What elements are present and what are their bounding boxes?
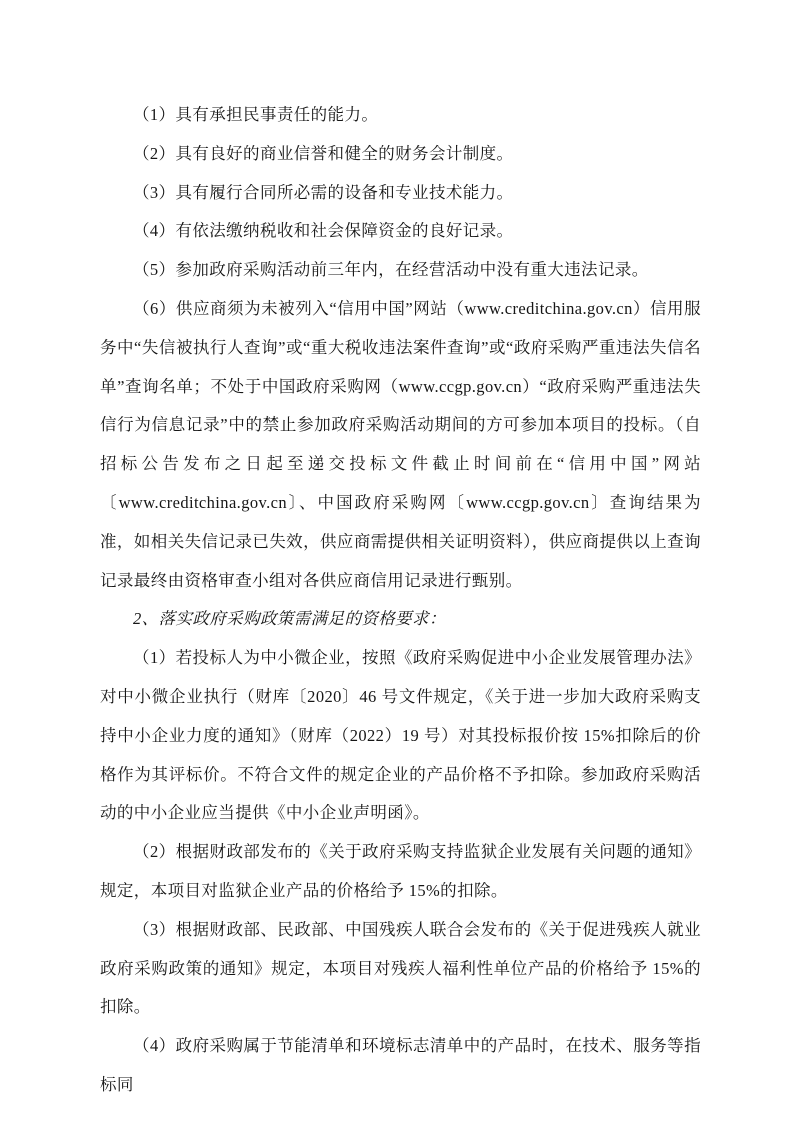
policy-item-3-disabled-welfare: （3）根据财政部、民政部、中国残疾人联合会发布的《关于促进残疾人就业政府采购政策的通知》规定，本项目对残疾人福利性单位产品的价格给予 15%的扣除。: [100, 919, 701, 1017]
policy-requirements-heading: 2、落实政府采购政策需满足的资格要求：: [133, 609, 446, 629]
qualification-item-1: （1）具有承担民事责任的能力。: [133, 105, 379, 124]
policy-item-2-prison-enterprise: （2）根据财政部发布的《关于政府采购支持监狱企业发展有关问题的通知》规定，本项目对监狱企业产品的价格给予 15%的扣除。: [100, 842, 701, 900]
qualification-item-3: （3）具有履行合同所必需的设备和专业技术能力。: [133, 182, 514, 202]
qualification-item-4: （4）有依法缴纳税收和社会保障资金的良好记录。: [133, 221, 514, 241]
qualification-item-5: （5）参加政府采购活动前三年内，在经营活动中没有重大违法记录。: [133, 260, 649, 280]
policy-item-1-sme-deduction: （1）若投标人为中小微企业，按照《政府采购促进中小企业发展管理办法》对中小微企业执行（财库〔2020〕46 号文件规定，《关于进一步加大政府采购支持中小企业力度的通知》（财库（2022）19 号）对其投标报价按 15%扣除后的价格作为其评标价。不符合文件的规定企业的产品价格不予扣除。参加政府采购活动的中小企业应当提供《中小企业声明函》。: [100, 648, 701, 823]
qualification-item-6-credit-check: （6）供应商须为未被列入“信用中国”网站（www.creditchina.gov.cn）信用服务中“失信被执行人查询”或“重大税收违法案件查询”或“政府采购严重违法失信名单”查询名单；不处于中国政府采购网（www.ccgp.gov.cn）“政府采购严重违法失信行为信息记录”中的禁止参加政府采购活动期间的方可参加本项目的投标。（自招标公告发布之日起至递交投标文件截止时间前在“信用中国”网站〔www.creditchina.gov.cn〕、中国政府采购网〔www.ccgp.gov.cn〕查询结果为准，如相关失信记录已失效，供应商需提供相关证明资料），供应商提供以上查询记录最终由资格审查小组对各供应商信用记录进行甄别。: [100, 298, 701, 590]
document-body: [100, 96, 701, 1105]
qualification-item-2: （2）具有良好的商业信誉和健全的财务会计制度。: [133, 143, 514, 163]
policy-item-4-energy-saving: （4）政府采购属于节能清单和环境标志清单中的产品时，在技术、服务等指标同: [100, 1036, 701, 1094]
